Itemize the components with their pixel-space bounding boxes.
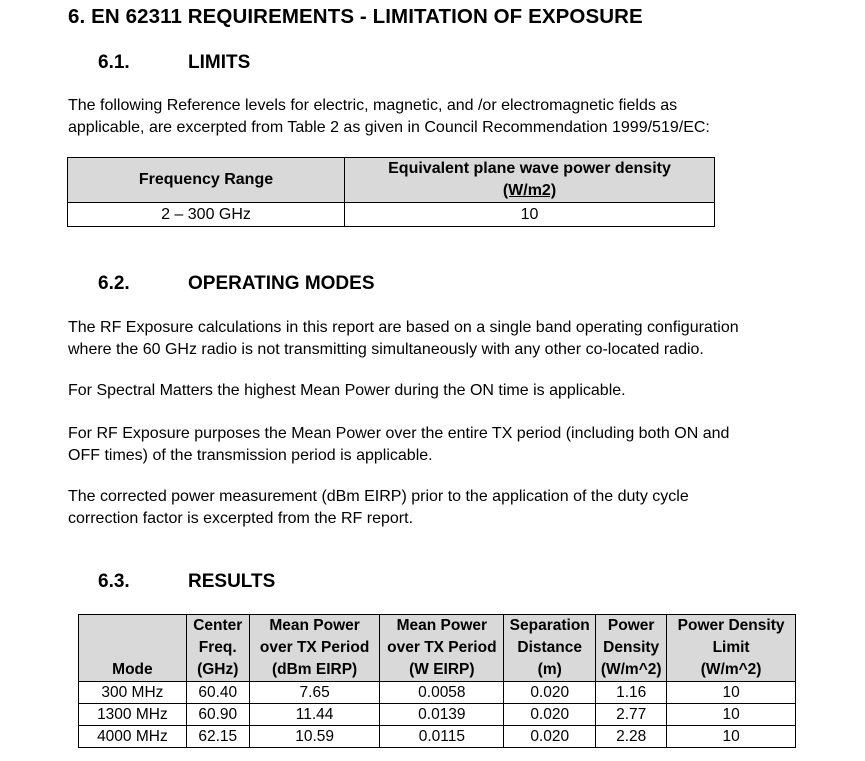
operating-modes-p4-line-1: The corrected power measurement (dBm EIRP) prior to the application of the duty cycle [68,488,689,505]
power-density-limit-cell: 10 [667,704,796,726]
limits-intro-line-1: The following Reference levels for electric, magnetic, and /or electromagnetic fields as [68,97,678,114]
separation-distance-cell: 0.020 [504,704,596,726]
mean-power-w-header: Mean Power over TX Period (W EIRP) [380,615,504,682]
mode-cell: 4000 MHz [79,726,187,748]
mean-power-dbm-cell: 11.44 [249,704,380,726]
power-density-header-unit: (W/m2) [502,182,557,199]
operating-modes-p1-line-2: where the 60 GHz radio is not transmitting simultaneously with any other co-located radio. [68,341,704,358]
mode-cell: 300 MHz [79,682,187,704]
section-title: LIMITS [188,52,251,73]
power-density-limit-header: Power Density Limit (W/m^2) [667,615,796,682]
table-row [79,726,796,748]
table-row [79,682,796,704]
power-density-limit-cell: 10 [667,682,796,704]
frequency-range-header: Frequency Range [68,158,345,203]
operating-modes-p3-line-2: OFF times) of the transmission period is applicable. [68,447,433,464]
separation-distance-cell: 0.020 [504,726,596,748]
results-table [78,614,796,748]
section-title: OPERATING MODES [188,273,375,294]
separation-distance-header: Separation Distance (m) [504,615,596,682]
limits-intro-line-2: applicable, are excerpted from Table 2 as given in Council Recommendation 1999/519/EC: [68,119,710,136]
power-density-header-line-1: Equivalent plane wave power density [388,160,671,177]
power-density-cell: 2.28 [596,726,667,748]
table-row [79,704,796,726]
mean-power-dbm-cell: 7.65 [249,682,380,704]
results-table-header-row [79,615,796,682]
operating-modes-p3-line-1: For RF Exposure purposes the Mean Power over the entire TX period (including both ON and [68,425,730,442]
center-freq-cell: 60.90 [186,704,249,726]
frequency-range-cell: 2 – 300 GHz [68,203,345,227]
power-density-cell: 10 [345,203,715,227]
mean-power-w-cell: 0.0115 [380,726,504,748]
separation-distance-cell: 0.020 [504,682,596,704]
section-title: RESULTS [188,571,276,592]
page-heading: 6. EN 62311 REQUIREMENTS - LIMITATION OF EXPOSURE [68,5,643,28]
limits-table-header-row [68,158,715,203]
center-freq-cell: 60.40 [186,682,249,704]
operating-modes-p2-line-1: For Spectral Matters the highest Mean Power during the ON time is applicable. [68,382,626,399]
center-freq-cell: 62.15 [186,726,249,748]
section-number: 6.1. [98,52,130,73]
operating-modes-p4-line-2: correction factor is excerpted from the RF report. [68,510,414,527]
power-density-header [345,158,715,203]
operating-modes-p1-line-1: The RF Exposure calculations in this report are based on a single band operating configuration [68,319,739,336]
mean-power-dbm-header: Mean Power over TX Period (dBm EIRP) [249,615,380,682]
center-freq-header: Center Freq. (GHz) [186,615,249,682]
limits-table [67,157,715,227]
section-number: 6.3. [98,571,130,592]
table-row [68,203,715,227]
power-density-header: Power Density (W/m^2) [596,615,667,682]
mean-power-w-cell: 0.0139 [380,704,504,726]
power-density-cell: 2.77 [596,704,667,726]
mean-power-w-cell: 0.0058 [380,682,504,704]
mean-power-dbm-cell: 10.59 [249,726,380,748]
mode-header: Mode [79,615,187,682]
mode-cell: 1300 MHz [79,704,187,726]
power-density-limit-cell: 10 [667,726,796,748]
section-number: 6.2. [98,273,130,294]
power-density-cell: 1.16 [596,682,667,704]
